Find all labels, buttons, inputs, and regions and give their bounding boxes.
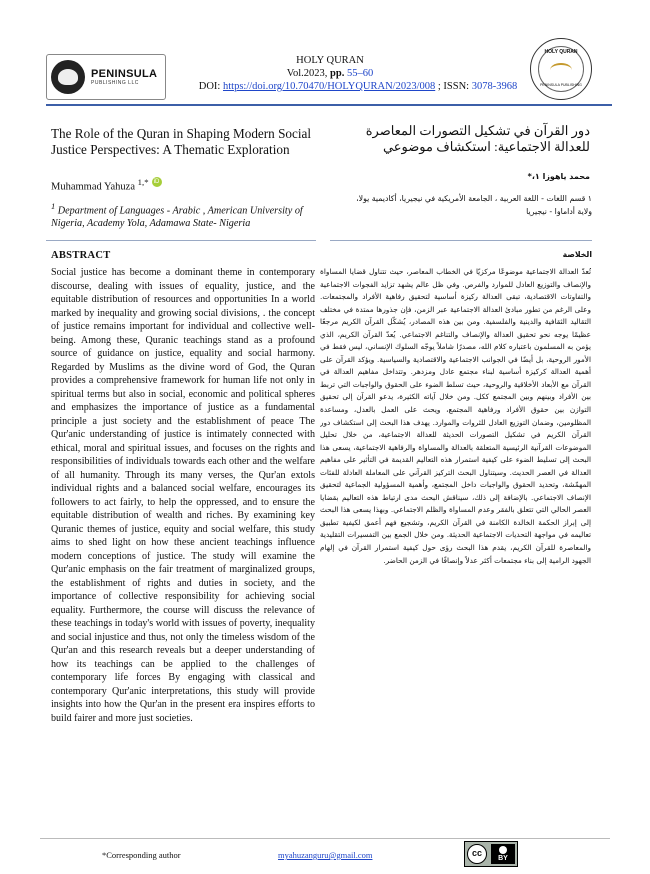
affiliation-text: Department of Languages - Arabic , American University of Nigeria, Academy Yola, Adamawa State- Nigeria — [51, 205, 303, 230]
page-range: 55–60 — [344, 68, 374, 79]
orcid-icon[interactable]: iD — [152, 177, 162, 187]
header-divider — [46, 104, 612, 106]
abstract-heading: ABSTRACT — [51, 250, 111, 261]
by-attribution-icon: BY — [491, 844, 515, 864]
corresponding-author-note: *Corresponding author — [102, 850, 181, 860]
open-book-icon — [550, 63, 572, 77]
title-arabic: دور القرآن في تشكيل التصورات المعاصرة للعدالة الاجتماعية: استكشاف موضوعي — [365, 123, 590, 154]
author-english — [51, 177, 162, 193]
corresponding-email-link[interactable]: myahuzanguru@gmail.com — [278, 850, 373, 860]
publisher-subtitle: PUBLISHING LLC — [91, 80, 139, 86]
author-name: Muhammad Yahuza — [51, 181, 138, 193]
publisher-logo — [46, 54, 166, 100]
affiliation-english — [51, 200, 326, 230]
doi-link[interactable]: https://doi.org/10.70470/HOLYQURAN/2023/008 — [222, 81, 436, 92]
abstract-arabic-heading: الخلاصة — [562, 250, 592, 259]
publisher-name: PENINSULA — [91, 68, 158, 80]
cc-by-license-badge[interactable] — [464, 841, 518, 867]
title-english: The Role of the Quran in Shaping Modern Social Justice Perspectives: A Thematic Exploration — [51, 126, 312, 157]
author-superscript: 1,* — [137, 177, 149, 187]
section-divider-left — [46, 240, 316, 241]
cc-icon: cc — [467, 844, 487, 864]
abstract-arabic: تُعدّ العدالة الاجتماعية موضوعًا مركزيًا في الخطاب المعاصر، حيث تتناول قضايا المساواة والإنصاف والتوزيع العادل للموارد والفرص. وفي ظل عالم يشهد تزايد الفجوات الاجتماعية والتفاوتات الاقتصادية، تبقى العدالة ركيزة أساسية لتحقيق رفاهية الأفراد والمجتمعات. وعلى الرغم من تطور مبادئ العدالة الاجتماعية عبر الزمن، فإن جذورها ممتدة في مختلف التقاليد الثقافية والدينية والفلسفية. ومن بين هذه المصادر، يُشكّل القرآن الكريم مرجعًا عظيمًا يوجه نحو تحقيق العدالة والإنصاف والتناغم الاجتماعي. يُعدّ القرآن الكريم، الذي يؤمن به المسلمون باعتباره كلام الله، مصدرًا شاملاً يوجّه السلوك الإنساني، ليس فقط في الأمور الروحية، بل أيضًا في الجوانب الاجتماعية والاقتصادية والسياسية. ويؤكد القرآن على أهمية العدالة كركيزة أساسية لبناء مجتمع عادل ومزدهر. وتتداخل مفاهيم العدالة في القرآن مع الأبعاد الأخلاقية والروحية، حيث تسلط الضوء على الحقوق والواجبات التي تربط بين الأفراد وبينهم وبين المجتمع ككل. ومن خلال آياته الكثيرة، يدعو القرآن إلى تحقيق التوازن بين حقوق الأفراد ورفاهية المجتمع، ويحث على العمل بالعدل، ومساعدة المظلومين، وضمان التوزيع العادل للثروات والموارد. يهدف هذا البحث إلى استكشاف دور القرآن الكريم في تشكيل التصورات الحديثة للعدالة الاجتماعية، من خلال تحليل الموضوعات القرآنية الرئيسية المتعلقة بالعدالة والمساواة والرفاهية الاجتماعية، يسعى هذا البحث إلى تسليط الضوء على كيفية استمرار هذه التعاليم القديمة في التأثير على مفاهيم العدالة في العصر الحديث. وسيتناول البحث التركيز القرآني على المعاملة العادلة للفئات المهمّشة، وتحديد الحقوق والواجبات داخل المجتمع، وأهمية المسؤولية الجماعية لتحقيق الإنصاف الاجتماعي. بالإضافة إلى ذلك، سيناقش البحث مدى ارتباط هذه التعاليم بقضايا العصر الحالي التي تتعلق بالفقر وعدم المساواة والظلم الاجتماعي. وبهذا يسعى هذا البحث إلى إبراز الحكمة الخالدة الكامنة في القرآن الكريم، وتشجيع فهم أعمق لكيفية تطبيق تعاليمه في مواجهة التحديات الاجتماعية الحديثة. ومن خلال الجمع بين التفسيرات التقليدية والمعاصرة للقرآن الكريم، يقدم هذا البحث رؤى حول كيفية استمرار القرآن في إلهام الجهود الرامية إلى بناء مجتمعات أكثر عدلاً وإنصافًا في الزمن الحاضر. — [320, 267, 591, 565]
author-arabic: محمد ياهوزا ١،* — [527, 172, 590, 181]
issn-value: 3078-3968 — [471, 81, 518, 92]
doi-line — [168, 80, 548, 93]
journal-seal — [530, 38, 592, 100]
seal-top-text: HOLY QURAN — [544, 49, 578, 55]
affiliation-arabic: ١ قسم اللغات - اللغة العربية ، الجامعة الأمريكية في نيجيريا، أكاديمية يولا، ولاية أداماوا - نيجيريا — [356, 194, 592, 216]
abstract-english: Social justice has become a dominant theme in contemporary discourse, dealing with issues of equality, justice, and the equitable distribution of resources and opportunities In a world marked by inequality and growing social divisions, . the concept of justice remains important for individual and collective well-being. Among these, Quranic teachings stand as a profound source of guidance on justice, equality and social harmony. Regarded by Muslims as the divine word of God, the Quran provides a comprehensive framework for human life not only in spiritual terms but also in social, economic and political spheres and emphasizes the importance of justice as a fundamental principle a just society and the establishment of peace The Qur'anic understanding of justice is intimately connected with ethical, moral and spiritual issues, and focuses on the rights and responsibilities of individuals towards each other and the welfare of all humanity. Through its many verses, the Qur'an extols individual rights and a balanced social welfare, encourages its followers to act fairly, to help the oppressed, and to ensure the equitable distribution of wealth and riches. By examining key Quranic themes of justice, equity and social welfare, this study aims to shed light on how these ancient teachings influence modern conceptions of justice. The study will examine the Qur'anic emphasis on the fair treatment of marginalized groups, the establishment of rights and duties in society, and the importance of collective responsibility for achieving social equality. Furthermore, the course will discuss the relevance of these teachings in today's world with issues of poverty, inequality and social injustice and thus, not only the timeless wisdom of the Qur'an and this research reveals but a deeper understanding of how its teachings can be applied to the challenges of contemporary life forces By engaging with classical and contemporary Qur'anic interpretations, this study will provide insights into how the Qur'an in the present era inspires efforts to build fairer and more just societies. — [51, 267, 315, 724]
footer-divider — [40, 838, 610, 839]
publisher-emblem-icon — [51, 60, 85, 94]
journal-name: HOLY QURAN — [296, 55, 364, 66]
issn-label: ; ISSN: — [435, 81, 472, 92]
seal-bottom-text: PENINSULA PUBLISHING — [540, 83, 582, 87]
affiliation-number: 1 — [51, 201, 56, 211]
section-divider-right — [330, 240, 592, 241]
pp-label: pp. — [330, 68, 345, 79]
doi-label: DOI: — [198, 81, 223, 92]
volume-line — [180, 67, 480, 80]
volume-text: Vol.2023, — [286, 68, 331, 79]
